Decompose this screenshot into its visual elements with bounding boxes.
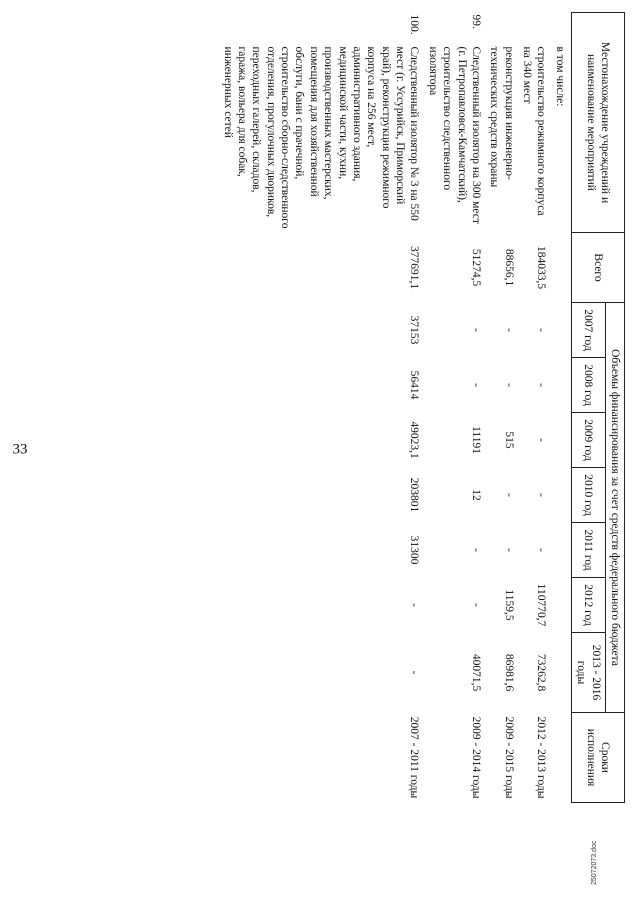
financing-table-sheet [80, 12, 625, 802]
row-number [485, 13, 518, 43]
row-number [551, 13, 572, 43]
measure-name: Следственный изолятор на 300 мест (г. Петропавловск-Камчатский), строительство следственного изолятора [426, 46, 482, 224]
execution-term: 2012 - 2013 годы [535, 716, 548, 799]
year-value: - [470, 328, 482, 332]
year-value: 12 [470, 489, 482, 501]
year-value: - [470, 383, 482, 387]
year-value: 49023,1 [408, 421, 421, 459]
financing-table [218, 12, 625, 803]
total-value: 184033,5 [535, 245, 548, 290]
year-value [551, 413, 572, 468]
year-value: 31300 [408, 535, 421, 565]
year-value: - [502, 493, 515, 497]
year-value: 515 [502, 431, 515, 449]
year-value: 1159,5 [502, 589, 515, 621]
header-year: 2013 - 2016 годы [571, 633, 605, 713]
table-row [551, 13, 572, 803]
year-value: 11191 [470, 426, 482, 454]
header-year: 2010 год [571, 468, 605, 523]
measure-name: в том числе: [553, 46, 566, 107]
year-value: - [535, 548, 548, 552]
year-value [551, 633, 572, 713]
row-number: 99. [470, 14, 482, 29]
table-row [424, 13, 486, 803]
execution-term: 2007 - 2011 годы [408, 716, 421, 799]
header-total: Всего [571, 233, 624, 303]
year-value: 110770,7 [535, 583, 548, 627]
measure-name: реконструкция инженерно-технических средств охраны [488, 46, 515, 188]
header-name: Местонахождение учреждений и наименование мероприятий [571, 13, 624, 233]
row-number: 100. [408, 14, 421, 35]
year-value: - [502, 383, 515, 387]
year-value: - [408, 670, 421, 675]
table-row [518, 13, 551, 803]
table-row [485, 13, 518, 803]
execution-term: 2009 - 2014 годы [470, 716, 482, 799]
header-year: 2011 год [571, 523, 605, 578]
table-row [218, 13, 423, 803]
year-value: 40071,5 [470, 653, 482, 692]
page-number: 33 [12, 441, 28, 458]
year-value: - [502, 548, 515, 552]
year-value: 37153 [408, 315, 421, 345]
year-value [551, 303, 572, 358]
year-value: - [535, 383, 548, 387]
total-value: 88656,1 [502, 248, 515, 287]
execution-term: 2009 - 2015 годы [502, 716, 515, 799]
measure-name: Следственный изолятор № 3 на 550 мест (г. Уссурийск, Приморский край), реконструкция режимного корпуса на 256 мест, административного здания, медицинской части, кухни, производственных мастерских, помещения для хозяйственной обслуги, бани с прачечной, строительство сборно-следственного отделения, прогулочных двориков, переходных галерей, складов, гаража, вольера для собак, инженерных сетей [221, 46, 421, 229]
total-value [551, 233, 572, 303]
year-value: - [408, 603, 421, 607]
execution-term [551, 713, 572, 803]
year-value: 73262,8 [535, 653, 548, 692]
document-filename: 25072073.doc [591, 840, 598, 885]
header-year: 2012 год [571, 578, 605, 633]
year-value: - [502, 328, 515, 332]
measure-name: строительство режимного корпуса на 340 мест [521, 46, 548, 216]
header-term: Сроки исполнения [571, 713, 624, 803]
year-value: - [470, 548, 482, 552]
year-value: 86981,6 [502, 653, 515, 692]
year-value [551, 578, 572, 633]
header-federal-budget: Объемы финансирования за счет средств федерального бюджета [605, 303, 624, 713]
header-year: 2008 год [571, 358, 605, 413]
year-value [551, 468, 572, 523]
total-value: 377691,1 [408, 245, 421, 290]
header-year: 2007 год [571, 303, 605, 358]
row-number [518, 13, 551, 43]
year-value: - [535, 328, 548, 332]
year-value: - [535, 438, 548, 442]
year-value: 56414 [408, 370, 421, 400]
year-value [551, 523, 572, 578]
header-year: 2009 год [571, 413, 605, 468]
year-value: 203801 [408, 477, 421, 513]
table-body [218, 13, 571, 803]
year-value [551, 358, 572, 413]
total-value: 51274,5 [470, 248, 482, 287]
year-value: - [470, 603, 482, 607]
year-value: - [535, 493, 548, 497]
